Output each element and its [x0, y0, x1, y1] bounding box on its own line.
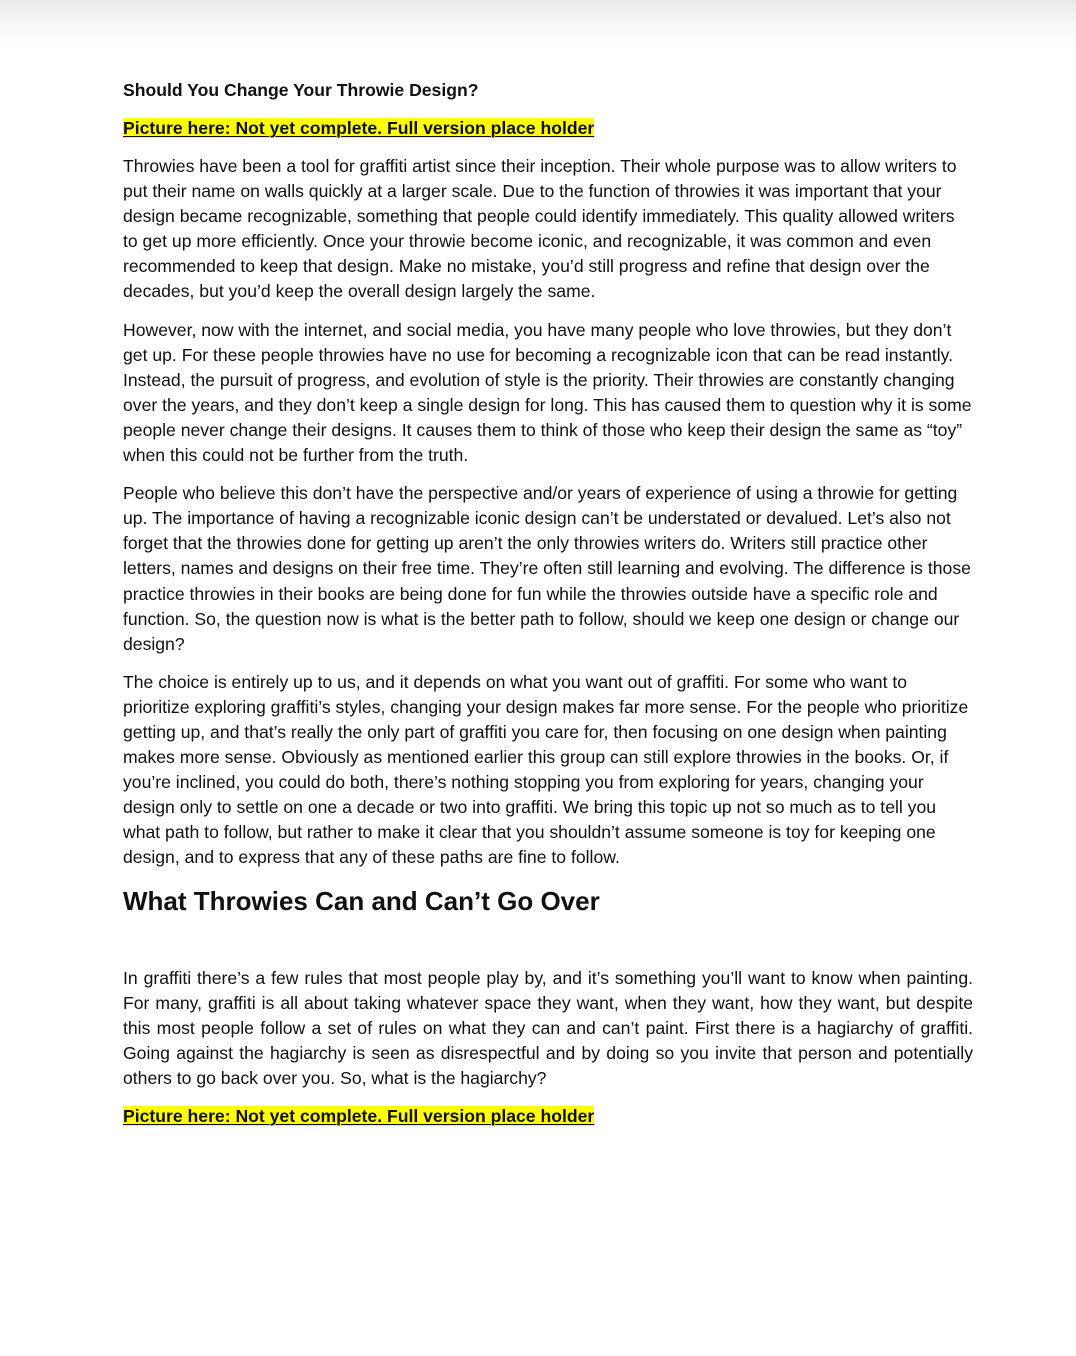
paragraph: People who believe this don’t have the perspective and/or years of experience of using a throwie for getting up. The importance of having a recognizable iconic design can’t be understated or devalued. Let’s also not forget that the throwies done for getting up aren’t the only throwies writers do. Writers still practice other letters, names and designs on their free time. They’re often still learning and evolving. The difference is those practice throwies in their books are being done for fun while the throwies outside have a specific role and function. So, the question now is what is the better path to follow, should we keep one design or change our design? [123, 483, 971, 654]
section-heading-what-throwies-can-go-over: What Throwies Can and Can’t Go Over [123, 885, 600, 916]
highlighted-placeholder-text: Picture here: Not yet complete. Full version place holder [123, 1106, 595, 1126]
picture-placeholder [123, 116, 973, 141]
paragraph: The choice is entirely up to us, and it depends on what you want out of graffiti. For some who want to prioritize exploring graffiti’s styles, changing your design makes far more sense. For the people who prioritize getting up, and that’s really the only part of graffiti you care for, then focusing on one design when painting makes more sense. Obviously as mentioned earlier this group can still explore throwies in the books. Or, if you’re inclined, you could do both, there’s nothing stopping you from exploring for years, changing your design only to settle on one a decade or two into graffiti. We bring this topic up not so much as to tell you what path to follow, but rather to make it clear that you shouldn’t assume someone is toy for keeping one design, and to express that any of these paths are fine to follow. [123, 671, 969, 868]
page-top-edge [0, 0, 1076, 48]
paragraph: However, now with the internet, and social media, you have many people who love throwies, but they don’t get up. For these people throwies have no use for becoming a recognizable icon that can be read instantly. Instead, the pursuit of progress, and evolution of style is the priority. Their throwies are constantly changing over the years, and they don’t keep a single design for long. This has caused them to question why it is some people never change their designs. It causes them to think of those who keep their design the same as “toy” when this could not be further from the truth. [123, 319, 972, 466]
section-title-change-design: Should You Change Your Throwie Design? [123, 80, 479, 100]
paragraph: In graffiti there’s a few rules that most people play by, and it’s something you’ll want to know when painting. For many, graffiti is all about taking whatever space they want, when they want, how they want, but despite this most people follow a set of rules on what they can and can’t paint. First there is a hagiarchy of graffiti. Going against the hagiarchy is seen as disrespectful and by doing so you invite that person and potentially others to go back over you. So, what is the hagiarchy? [123, 967, 973, 1088]
highlighted-placeholder-text: Picture here: Not yet complete. Full version place holder [123, 118, 595, 138]
document-body [123, 78, 973, 1142]
picture-placeholder [123, 1104, 973, 1129]
paragraph: Throwies have been a tool for graffiti artist since their inception. Their whole purpose was to allow writers to put their name on walls quickly at a larger scale. Due to the function of throwies it was important that your design became recognizable, something that people could identify immediately. This quality allowed writers to get up more efficiently. Once your throwie become iconic, and recognizable, it was common and even recommended to keep that design. Make no mistake, you’d still progress and refine that design over the decades, but you’d keep the overall design largely the same. [123, 156, 957, 302]
